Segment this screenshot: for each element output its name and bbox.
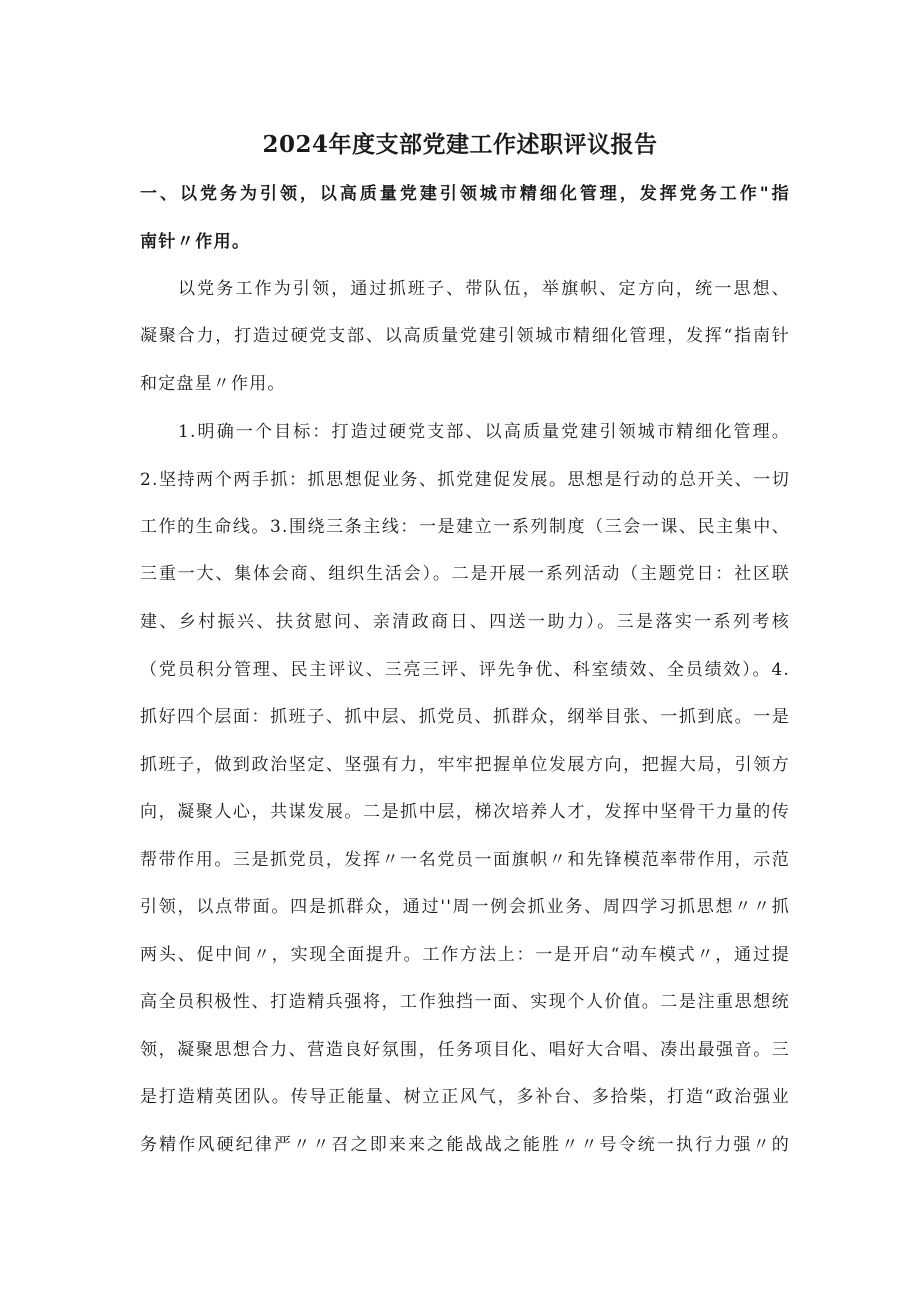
paragraph-line: 领，凝聚思想合力、营造良好氛围，任务项目化、唱好大合唱、凑出最强音。三 [140,1040,790,1060]
paragraph-line: 抓班子，做到政治坚定、坚强有力，牢牢把握单位发展方向，把握大局，引领方 [140,755,790,775]
paragraph-line: 高全员积极性、打造精兵强将，工作独挡一面、实现个人价值。二是注重思想统 [140,992,790,1012]
paragraph-line: 务精作风硬纪律严〃〃召之即来来之能战战之能胜〃〃号令统一执行力强〃的 [140,1135,790,1155]
paragraph-line: 2.坚持两个两手抓：抓思想促业务、抓党建促发展。思想是行动的总开关、一切 [140,470,790,490]
paragraph-line: 1.明确一个目标：打造过硬党支部、以高质量党建引领城市精细化管理。 [178,422,790,442]
paragraph-line: 引领，以点带面。四是抓群众，通过''周一例会抓业务、周四学习抓思想〃〃抓 [140,897,790,917]
paragraph-line: 帮带作用。三是抓党员，发挥〃一名党员一面旗帜〃和先锋模范率带作用，示范 [140,850,790,870]
paragraph-line: 两头、促中间〃，实现全面提升。工作方法上：一是开启“动车模式〃，通过提 [140,945,790,965]
paragraph-line: 抓好四个层面：抓班子、抓中层、抓党员、抓群众，纲举目张、一抓到底。一是 [140,707,790,727]
paragraph-line: 以党务工作为引领，通过抓班子、带队伍，举旗帜、定方向，统一思想、 [178,279,790,299]
paragraph-line: 工作的生命线。3.围绕三条主线：一是建立一系列制度（三会一课、民主集中、 [140,517,790,537]
paragraph-line: 三重一大、集体会商、组织生活会）。二是开展一系列活动（主题党日：社区联 [140,564,790,584]
section-heading-line: 一、以党务为引领，以高质量党建引领城市精细化管理，发挥党务工作"指 [140,184,790,204]
paragraph-line: 向，凝聚人心，共谋发展。二是抓中层，梯次培养人才，发挥中坚骨干力量的传 [140,802,790,822]
paragraph-line: 和定盘星〃作用。 [140,374,286,394]
document-title: 2024年度支部党建工作述职评议报告 [262,131,658,158]
paragraph-line: 凝聚合力，打造过硬党支部、以高质量党建引领城市精细化管理，发挥“指南针 [140,326,790,346]
paragraph-line: 是打造精英团队。传导正能量、树立正风气，多补台、多拾柴，打造“政治强业 [140,1087,790,1107]
section-heading-line: 南针〃作用。 [140,232,251,252]
paragraph-line: 建、乡村振兴、扶贫慰问、亲清政商日、四送一助力）。三是落实一系列考核 [140,612,790,632]
paragraph-line: （党员积分管理、民主评议、三亮三评、评先争优、科室绩效、全员绩效）。4. [140,660,790,680]
